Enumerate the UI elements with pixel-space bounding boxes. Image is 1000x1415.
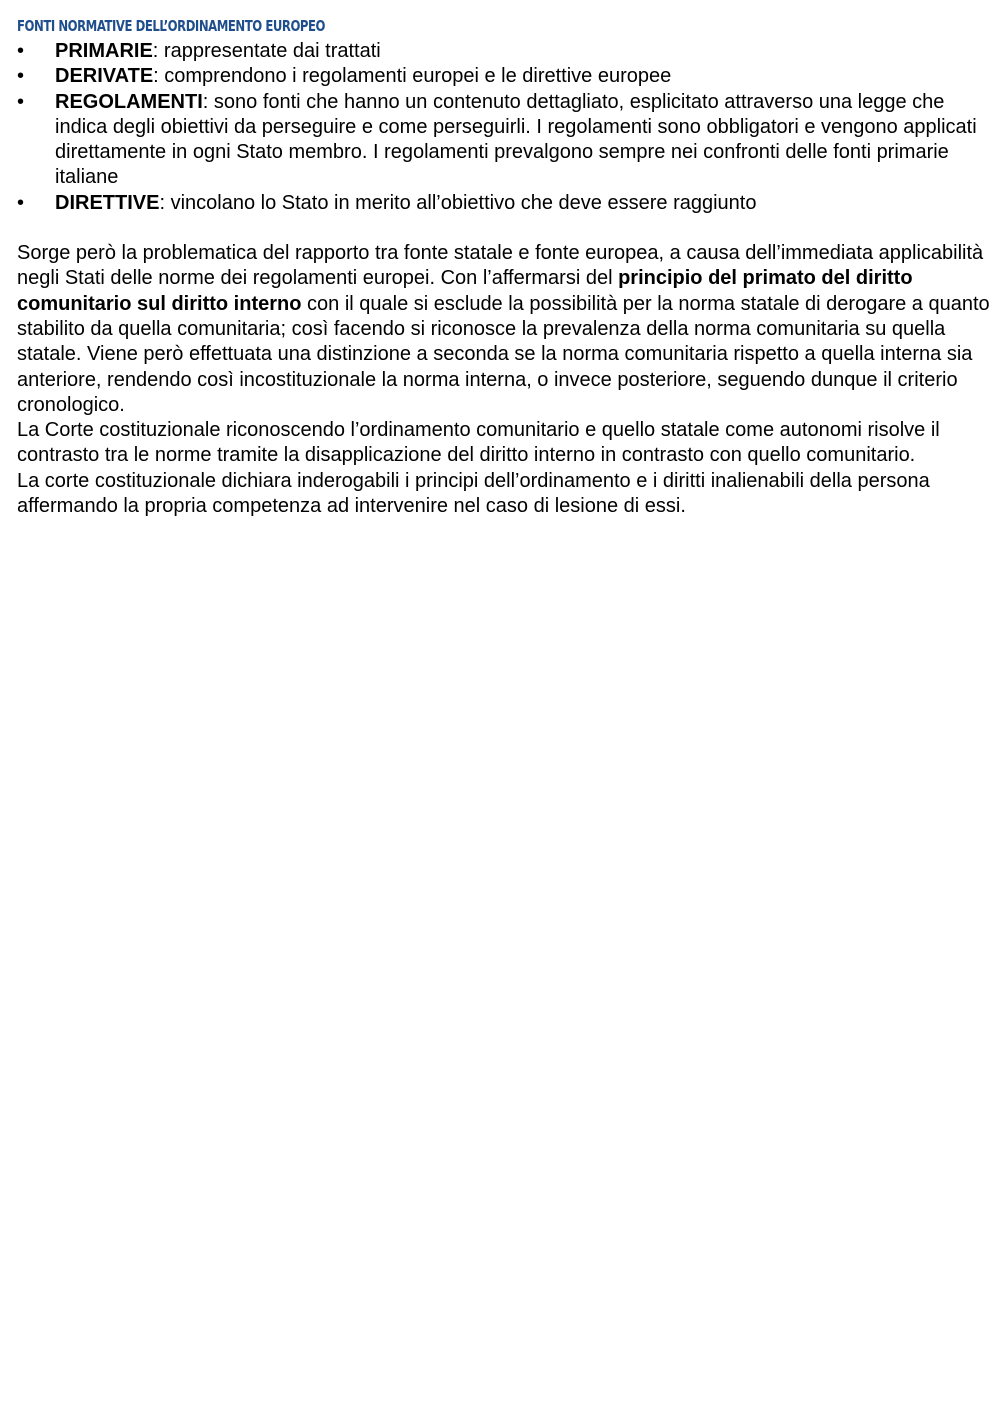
term-description: : comprendono i regolamenti europei e le direttive europee — [153, 65, 672, 88]
term-description: : rappresentate dai trattati — [152, 40, 381, 62]
paragraph-principi-inderogabili: La corte costituzionale dichiara inderogabili i principi dell’ordinamento e i diritti inalienabili della persona affermando la propria competenza ad intervenire nel caso di lesione di essi. — [17, 469, 930, 518]
paragraph-text: con il quale si esclude la possibilità per la norma statale di derogare a quanto stabilito da quella comunitaria; così facendo si riconosce la prevalenza della norma comunitaria su quella statale. Viene però effettuata una distinzione a seconda se la norma comunitaria rispetto a quella interna sia anteriore, rendendo così incostituzionale la norma interna, o invece posteriore, seguendo dunque il criterio cronologico. — [17, 292, 990, 416]
term-description: : sono fonti che hanno un contenuto dettagliato, esplicitato attraverso una legge che indica degli obiettivi da perseguire e come perseguirli. I regolamenti sono obbligatori e vengono applicati direttamente in ogni Stato membro. I regolamenti prevalgono sempre nei confronti delle fonti primarie italiane — [55, 90, 977, 189]
list-item-primarie — [17, 39, 1000, 64]
sources-list — [17, 39, 1000, 216]
bullet-dot-icon: • — [17, 65, 25, 88]
list-item-regolamenti — [17, 90, 1000, 191]
paragraph-primato — [17, 241, 1000, 418]
document-page — [17, 0, 1000, 519]
paragraph-text: Sorge però la problematica del rapporto tra fonte statale e fonte europea, a causa dell’immediata applicabilità negli Stati delle norme dei regolamenti europei. Con l’affermarsi del — [17, 242, 984, 290]
bullet-dot-icon: • — [17, 40, 25, 62]
term-label: PRIMARIE — [55, 40, 153, 62]
principle-highlight: principio del primato del diritto comunitario sul diritto interno — [17, 267, 913, 315]
paragraph-corte-costituzionale: La Corte costituzionale riconoscendo l’ordinamento comunitario e quello statale come autonomi risolve il contrasto tra le norme tramite la disapplicazione del diritto interno in contrasto con quello comunitario. — [17, 419, 940, 467]
list-item-derivate — [17, 64, 1000, 89]
body-text — [17, 241, 1000, 519]
bullet-dot-icon: • — [17, 191, 25, 214]
term-description: : vincolano lo Stato in merito all’obiettivo che deve essere raggiunto — [159, 191, 757, 214]
term-label: DIRETTIVE — [55, 191, 160, 214]
term-label: REGOLAMENTI — [55, 90, 203, 113]
term-label: DERIVATE — [55, 65, 154, 88]
list-item-direttive — [17, 191, 1000, 216]
section-title: FONTI NORMATIVE DELL’ORDINAMENTO EUROPEO — [17, 17, 326, 35]
bullet-dot-icon: • — [17, 90, 25, 113]
